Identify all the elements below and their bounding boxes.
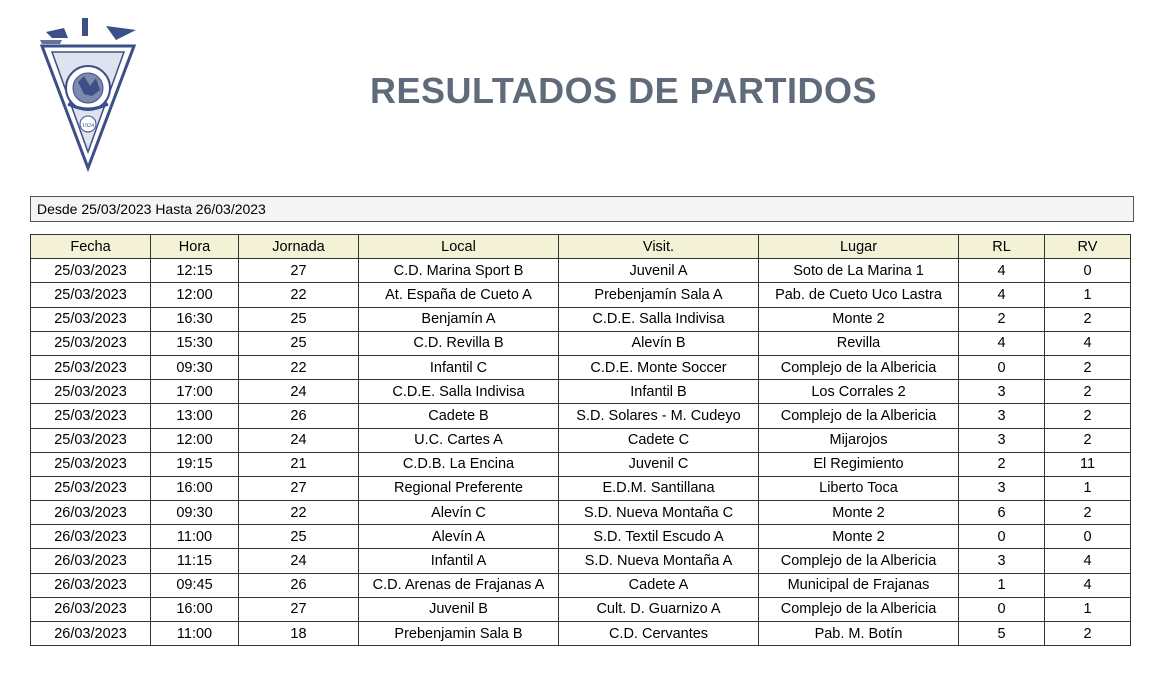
table-row bbox=[31, 283, 1131, 307]
cell-local: Juvenil B bbox=[359, 597, 559, 621]
cell-rv: 2 bbox=[1045, 380, 1131, 404]
column-header-hora: Hora bbox=[151, 235, 239, 259]
cell-visit: Cadete A bbox=[559, 573, 759, 597]
cell-rl: 0 bbox=[959, 525, 1045, 549]
table-row bbox=[31, 452, 1131, 476]
cell-rl: 0 bbox=[959, 355, 1045, 379]
cell-hora: 16:00 bbox=[151, 476, 239, 500]
table-row bbox=[31, 355, 1131, 379]
cell-lugar: Complejo de la Albericia bbox=[759, 404, 959, 428]
cell-jornada: 22 bbox=[239, 283, 359, 307]
cell-hora: 12:00 bbox=[151, 283, 239, 307]
cell-rv: 2 bbox=[1045, 307, 1131, 331]
table-row bbox=[31, 549, 1131, 573]
cell-visit: Juvenil A bbox=[559, 259, 759, 283]
cell-jornada: 18 bbox=[239, 622, 359, 646]
cell-local: C.D.B. La Encina bbox=[359, 452, 559, 476]
cell-lugar: Complejo de la Albericia bbox=[759, 549, 959, 573]
cell-fecha: 26/03/2023 bbox=[31, 525, 151, 549]
cell-hora: 13:00 bbox=[151, 404, 239, 428]
cell-rl: 2 bbox=[959, 452, 1045, 476]
column-header-rl: RL bbox=[959, 235, 1045, 259]
cell-jornada: 24 bbox=[239, 549, 359, 573]
cell-rl: 3 bbox=[959, 404, 1045, 428]
cell-visit: Alevín B bbox=[559, 331, 759, 355]
table-row bbox=[31, 476, 1131, 500]
cell-local: C.D. Revilla B bbox=[359, 331, 559, 355]
cell-lugar: Pab. de Cueto Uco Lastra bbox=[759, 283, 959, 307]
cell-fecha: 26/03/2023 bbox=[31, 597, 151, 621]
table-row bbox=[31, 380, 1131, 404]
cell-hora: 15:30 bbox=[151, 331, 239, 355]
cell-fecha: 26/03/2023 bbox=[31, 622, 151, 646]
cell-visit: Cadete C bbox=[559, 428, 759, 452]
cell-fecha: 25/03/2023 bbox=[31, 428, 151, 452]
cell-rl: 3 bbox=[959, 476, 1045, 500]
cell-visit: Infantil B bbox=[559, 380, 759, 404]
results-table bbox=[30, 234, 1131, 646]
cell-local: Cadete B bbox=[359, 404, 559, 428]
cell-hora: 11:00 bbox=[151, 525, 239, 549]
cell-jornada: 24 bbox=[239, 380, 359, 404]
cell-rv: 2 bbox=[1045, 428, 1131, 452]
cell-rv: 0 bbox=[1045, 259, 1131, 283]
cell-hora: 11:00 bbox=[151, 622, 239, 646]
cell-hora: 09:30 bbox=[151, 355, 239, 379]
table-header-row bbox=[31, 235, 1131, 259]
cell-hora: 19:15 bbox=[151, 452, 239, 476]
cell-lugar: Revilla bbox=[759, 331, 959, 355]
cell-rl: 3 bbox=[959, 380, 1045, 404]
cell-hora: 12:00 bbox=[151, 428, 239, 452]
column-header-jornada: Jornada bbox=[239, 235, 359, 259]
cell-hora: 09:45 bbox=[151, 573, 239, 597]
cell-local: At. España de Cueto A bbox=[359, 283, 559, 307]
club-logo bbox=[38, 16, 138, 176]
cell-visit: C.D.E. Salla Indivisa bbox=[559, 307, 759, 331]
cell-jornada: 27 bbox=[239, 597, 359, 621]
cell-jornada: 25 bbox=[239, 307, 359, 331]
cell-rv: 2 bbox=[1045, 622, 1131, 646]
column-header-lugar: Lugar bbox=[759, 235, 959, 259]
cell-local: C.D. Arenas de Frajanas A bbox=[359, 573, 559, 597]
cell-rl: 3 bbox=[959, 549, 1045, 573]
cell-fecha: 25/03/2023 bbox=[31, 355, 151, 379]
cell-visit: Prebenjamín Sala A bbox=[559, 283, 759, 307]
cell-jornada: 22 bbox=[239, 355, 359, 379]
cell-fecha: 25/03/2023 bbox=[31, 452, 151, 476]
cell-visit: S.D. Nueva Montaña C bbox=[559, 501, 759, 525]
cell-rl: 6 bbox=[959, 501, 1045, 525]
cell-visit: C.D. Cervantes bbox=[559, 622, 759, 646]
cell-jornada: 26 bbox=[239, 404, 359, 428]
cell-hora: 12:15 bbox=[151, 259, 239, 283]
cell-local: Regional Preferente bbox=[359, 476, 559, 500]
column-header-visit: Visit. bbox=[559, 235, 759, 259]
cell-rl: 5 bbox=[959, 622, 1045, 646]
table-row bbox=[31, 501, 1131, 525]
cell-fecha: 26/03/2023 bbox=[31, 549, 151, 573]
cell-fecha: 25/03/2023 bbox=[31, 476, 151, 500]
cell-rv: 1 bbox=[1045, 597, 1131, 621]
cell-rv: 11 bbox=[1045, 452, 1131, 476]
cell-fecha: 25/03/2023 bbox=[31, 259, 151, 283]
cell-jornada: 25 bbox=[239, 525, 359, 549]
cell-rv: 4 bbox=[1045, 549, 1131, 573]
cell-fecha: 25/03/2023 bbox=[31, 404, 151, 428]
cell-jornada: 24 bbox=[239, 428, 359, 452]
cell-hora: 17:00 bbox=[151, 380, 239, 404]
cell-rl: 1 bbox=[959, 573, 1045, 597]
table-row bbox=[31, 331, 1131, 355]
cell-rv: 4 bbox=[1045, 573, 1131, 597]
cell-lugar: Monte 2 bbox=[759, 307, 959, 331]
cell-jornada: 21 bbox=[239, 452, 359, 476]
cell-hora: 09:30 bbox=[151, 501, 239, 525]
cell-hora: 16:00 bbox=[151, 597, 239, 621]
page-title: RESULTADOS DE PARTIDOS bbox=[370, 70, 878, 111]
cell-local: U.C. Cartes A bbox=[359, 428, 559, 452]
cell-visit: S.D. Textil Escudo A bbox=[559, 525, 759, 549]
cell-fecha: 25/03/2023 bbox=[31, 380, 151, 404]
cell-jornada: 22 bbox=[239, 501, 359, 525]
cell-local: Infantil A bbox=[359, 549, 559, 573]
cell-rl: 4 bbox=[959, 259, 1045, 283]
cell-fecha: 25/03/2023 bbox=[31, 307, 151, 331]
cell-rv: 1 bbox=[1045, 476, 1131, 500]
cell-hora: 16:30 bbox=[151, 307, 239, 331]
cell-rl: 4 bbox=[959, 283, 1045, 307]
cell-lugar: Monte 2 bbox=[759, 501, 959, 525]
cell-local: Prebenjamin Sala B bbox=[359, 622, 559, 646]
cell-jornada: 26 bbox=[239, 573, 359, 597]
cell-local: C.D.E. Salla Indivisa bbox=[359, 380, 559, 404]
cell-fecha: 25/03/2023 bbox=[31, 331, 151, 355]
cell-local: Alevín C bbox=[359, 501, 559, 525]
cell-visit: E.D.M. Santillana bbox=[559, 476, 759, 500]
table-row bbox=[31, 307, 1131, 331]
cell-lugar: Complejo de la Albericia bbox=[759, 355, 959, 379]
column-header-rv: RV bbox=[1045, 235, 1131, 259]
table-row bbox=[31, 597, 1131, 621]
cell-jornada: 25 bbox=[239, 331, 359, 355]
cell-visit: C.D.E. Monte Soccer bbox=[559, 355, 759, 379]
cell-rl: 4 bbox=[959, 331, 1045, 355]
cell-lugar: Monte 2 bbox=[759, 525, 959, 549]
date-range-box bbox=[30, 196, 1134, 222]
cell-visit: Cult. D. Guarnizo A bbox=[559, 597, 759, 621]
cell-local: Infantil C bbox=[359, 355, 559, 379]
cell-lugar: Liberto Toca bbox=[759, 476, 959, 500]
cell-rv: 2 bbox=[1045, 501, 1131, 525]
cell-rv: 2 bbox=[1045, 355, 1131, 379]
cell-rv: 1 bbox=[1045, 283, 1131, 307]
cell-visit: S.D. Solares - M. Cudeyo bbox=[559, 404, 759, 428]
table-row bbox=[31, 428, 1131, 452]
cell-local: Alevín A bbox=[359, 525, 559, 549]
cell-hora: 11:15 bbox=[151, 549, 239, 573]
cell-fecha: 26/03/2023 bbox=[31, 573, 151, 597]
table-row bbox=[31, 404, 1131, 428]
table-row bbox=[31, 259, 1131, 283]
table-row bbox=[31, 573, 1131, 597]
cell-local: C.D. Marina Sport B bbox=[359, 259, 559, 283]
cell-rl: 3 bbox=[959, 428, 1045, 452]
cell-lugar: Los Corrales 2 bbox=[759, 380, 959, 404]
cell-visit: S.D. Nueva Montaña A bbox=[559, 549, 759, 573]
cell-lugar: Mijarojos bbox=[759, 428, 959, 452]
cell-jornada: 27 bbox=[239, 259, 359, 283]
cell-fecha: 25/03/2023 bbox=[31, 283, 151, 307]
cell-rv: 4 bbox=[1045, 331, 1131, 355]
cell-fecha: 26/03/2023 bbox=[31, 501, 151, 525]
cell-rv: 0 bbox=[1045, 525, 1131, 549]
column-header-local: Local bbox=[359, 235, 559, 259]
cell-rl: 0 bbox=[959, 597, 1045, 621]
cell-visit: Juvenil C bbox=[559, 452, 759, 476]
cell-rl: 2 bbox=[959, 307, 1045, 331]
column-header-fecha: Fecha bbox=[31, 235, 151, 259]
cell-lugar: El Regimiento bbox=[759, 452, 959, 476]
cell-lugar: Soto de La Marina 1 bbox=[759, 259, 959, 283]
table-row bbox=[31, 525, 1131, 549]
cell-lugar: Pab. M. Botín bbox=[759, 622, 959, 646]
cell-jornada: 27 bbox=[239, 476, 359, 500]
cell-rv: 2 bbox=[1045, 404, 1131, 428]
table-row bbox=[31, 622, 1131, 646]
cell-lugar: Complejo de la Albericia bbox=[759, 597, 959, 621]
date-range-text: Desde 25/03/2023 Hasta 26/03/2023 bbox=[37, 201, 266, 217]
cell-local: Benjamín A bbox=[359, 307, 559, 331]
cell-lugar: Municipal de Frajanas bbox=[759, 573, 959, 597]
logo-year-text: 1924 bbox=[82, 123, 94, 129]
